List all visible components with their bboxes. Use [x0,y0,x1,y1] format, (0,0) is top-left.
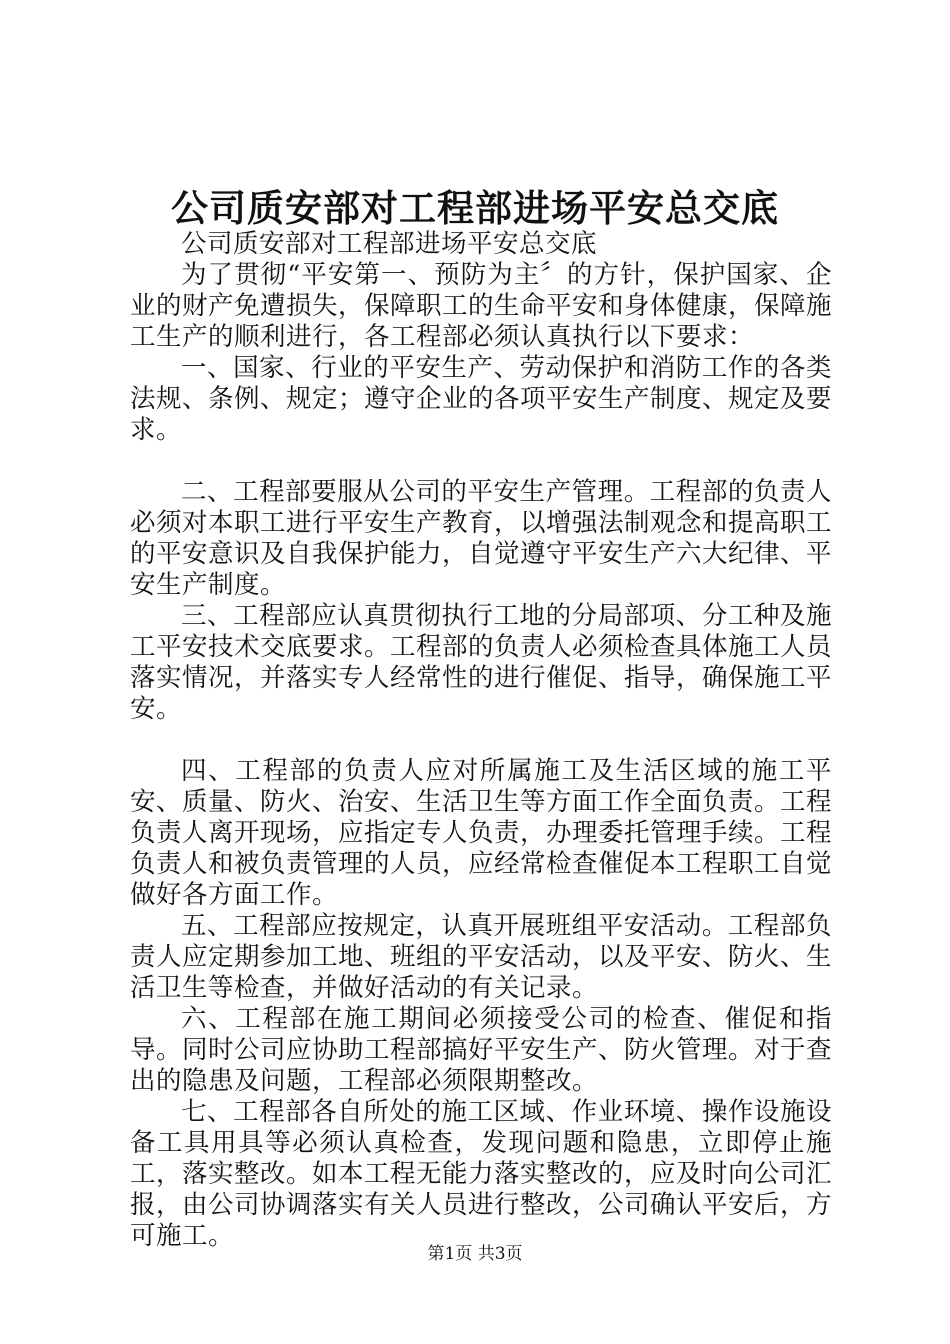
document-body [130,229,832,1252]
paragraph-item-2: 二、工程部要服从公司的平安生产管理。工程部的负责人必须对本职工进行平安生产教育，以增强法制观念和提高职工的平安意识及自我保护能力，自觉遵守平安生产六大纪律、平安生产制度。 [130,477,833,600]
page-number: 第1页 共3页 [427,1244,523,1264]
paragraph-item-5: 五、工程部应按规定，认真开展班组平安活动。工程部负责人应定期参加工地、班组的平安活动，以及平安、防火、生活卫生等检查，并做好活动的有关记录。 [130,911,833,1003]
paragraph-item-1: 一、国家、行业的平安生产、劳动保护和消防工作的各类法规、条例、规定；遵守企业的各项平安生产制度、规定及要求。 [130,353,833,445]
paragraph-item-4: 四、工程部的负责人应对所属施工及生活区域的施工平安、质量、防火、治安、生活卫生等方面工作全面负责。工程负责人离开现场，应指定专人负责，办理委托管理手续。工程负责人和被负责管理的人员，应经常检查催促本工程职工自觉做好各方面工作。 [130,756,833,910]
document-title: 公司质安部对工程部进场平安总交底 [171,186,779,230]
paragraph-item-6: 六、工程部在施工期间必须接受公司的检查、催促和指导。同时公司应协助工程部搞好平安生产、防火管理。对于查出的隐患及问题，工程部必须限期整改。 [130,1004,833,1096]
paragraph-intro: 为了贯彻“平安第一、预防为主〞的方针，保护国家、企业的财产免遭损失，保障职工的生命平安和身体健康，保障施工生产的顺利进行，各工程部必须认真执行以下要求： [130,260,833,352]
paragraph-item-7: 七、工程部各自所处的施工区域、作业环境、操作设施设备工具用具等必须认真检查，发现问题和隐患，立即停止施工，落实整改。如本工程无能力落实整改的，应及时向公司汇报，由公司协调落实有关人员进行整改，公司确认平安后，方可施工。 [130,1097,833,1251]
paragraph-item-3: 三、工程部应认真贯彻执行工地的分局部项、分工种及施工平安技术交底要求。工程部的负责人必须检查具体施工人员落实情况，并落实专人经常性的进行催促、指导，确保施工平安。 [130,601,833,724]
paragraph-subtitle: 公司质安部对工程部进场平安总交底 [181,229,598,259]
